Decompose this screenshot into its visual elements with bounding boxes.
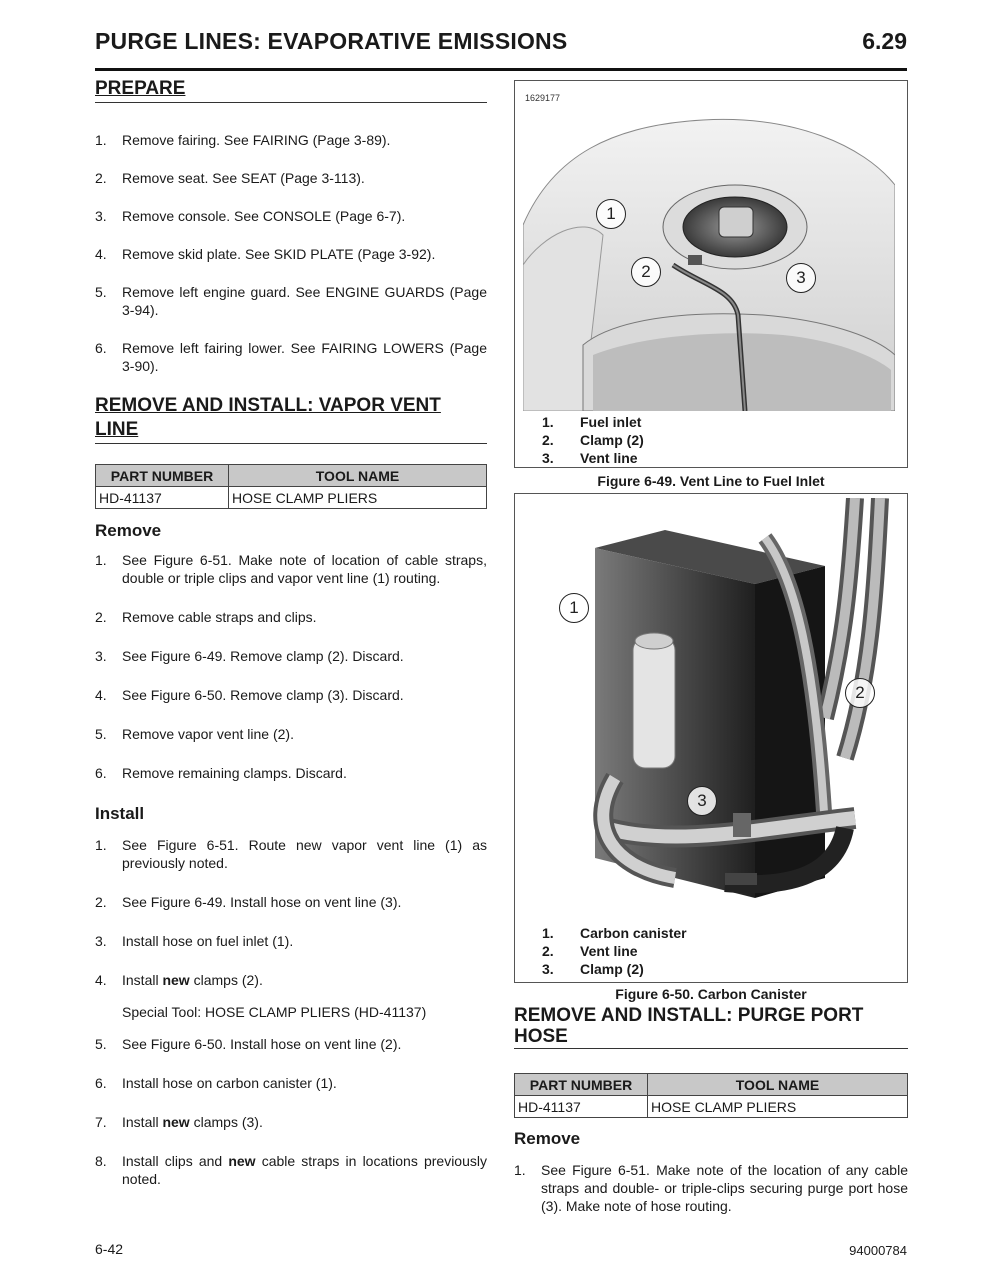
page-header [95,26,907,71]
list-item: 6. Install hose on carbon canister (1). [95,1075,337,1091]
callout-2: 2 [631,257,661,287]
list-item: 4. See Figure 6-50. Remove clamp (3). Discard. [95,687,404,703]
list-item: 3. Install hose on fuel inlet (1). [95,933,294,949]
legend-item: 2. Vent line [542,943,638,959]
list-item: 2. Remove cable straps and clips. [95,609,317,625]
vapor-tool-table [95,464,487,509]
document-number: 94000784 [849,1243,907,1258]
legend-item: 3. Vent line [542,450,638,466]
callout-2: 2 [845,678,875,708]
list-item: 1. See Figure 6-51. Make note of the location of any cable straps and double- or triple-clips securing purge port hose (3). Make note of hose routing. [514,1162,908,1214]
table-row [515,1096,908,1118]
figure-6-50 [514,493,908,983]
list-item: 2. Remove seat. See SEAT (Page 3-113). [95,170,365,186]
list-item: 1. Remove fairing. See FAIRING (Page 3-89). [95,132,391,148]
figure-legend [542,924,687,978]
prepare-heading: PREPARE [95,77,487,103]
callout-3: 3 [687,786,717,816]
list-item: 5. Remove left engine guard. See ENGINE GUARDS (Page 3-94). [95,284,487,318]
legend-item: 1. Fuel inlet [542,414,642,430]
tool-part-number: HD-41137 [515,1096,648,1118]
vapor-remove-steps [95,551,487,782]
fuel-inlet-illustration [523,115,895,411]
table-row [96,487,487,509]
list-item: 1. See Figure 6-51. Make note of location of cable straps, double or triple clips and vapor vent line (1) routing. [95,552,487,586]
prepare-steps [95,131,487,375]
tool-part-number: HD-41137 [96,487,229,509]
list-item: 3. Remove console. See CONSOLE (Page 6-7). [95,208,406,224]
carbon-canister-illustration [525,498,897,918]
tool-table-header-tool: TOOL NAME [648,1074,908,1096]
callout-1: 1 [596,199,626,229]
figure-6-49 [514,80,908,468]
purge-port-heading: REMOVE AND INSTALL: PURGE PORT HOSE [514,1005,908,1049]
list-item: 6. Remove left fairing lower. See FAIRING LOWERS (Page 3-90). [95,340,487,374]
right-column [514,80,908,1215]
tool-name: HOSE CLAMP PLIERS [229,487,487,509]
page-number: 6-42 [95,1241,124,1257]
tool-table-header-tool: TOOL NAME [229,465,487,487]
list-item: 6. Remove remaining clamps. Discard. [95,765,347,781]
vapor-install-heading: Install [95,804,145,823]
left-column [95,72,487,1188]
purge-remove-heading: Remove [514,1129,581,1148]
figure-caption: Figure 6-49. Vent Line to Fuel Inlet [597,473,825,489]
vapor-remove-heading: Remove [95,521,162,540]
vapor-vent-heading: REMOVE AND INSTALL: VAPOR VENT LINE [95,394,487,444]
callout-1: 1 [559,593,589,623]
list-item: 8. Install clips and new cable straps in locations previously noted. [95,1153,487,1187]
list-item: 3. See Figure 6-49. Remove clamp (2). Discard. [95,648,404,664]
list-item: 7. Install new clamps (3). [95,1114,263,1130]
special-tool-note: Special Tool: HOSE CLAMP PLIERS (HD-41137) [122,1004,427,1020]
vapor-install-steps [95,836,487,1188]
figure-id: 1629177 [525,93,561,103]
list-item: 5. See Figure 6-50. Install hose on vent line (2). [95,1036,402,1052]
page-title: PURGE LINES: EVAPORATIVE EMISSIONS [95,28,568,54]
list-item: 5. Remove vapor vent line (2). [95,726,294,742]
purge-tool-table [514,1073,908,1118]
list-item: 4. Remove skid plate. See SKID PLATE (Page 3-92). [95,246,436,262]
legend-item: 2. Clamp (2) [542,432,644,448]
list-item: 1. See Figure 6-51. Route new vapor vent line (1) as previously noted. [95,837,487,871]
tool-name: HOSE CLAMP PLIERS [648,1096,908,1118]
list-item: 4. Install new clamps (2). Special Tool: HOSE CLAMP PLIERS (HD-41137) [95,971,487,1021]
tool-table-header-part: PART NUMBER [515,1074,648,1096]
purge-remove-steps [514,1161,908,1215]
page-section-number: 6.29 [862,28,907,54]
legend-item: 3. Clamp (2) [542,961,644,977]
tool-table-header-part: PART NUMBER [96,465,229,487]
figure-legend [542,413,644,467]
list-item: 2. See Figure 6-49. Install hose on vent line (3). [95,894,402,910]
legend-item: 1. Carbon canister [542,925,687,941]
figure-caption: Figure 6-50. Carbon Canister [615,986,807,1002]
callout-3: 3 [786,263,816,293]
